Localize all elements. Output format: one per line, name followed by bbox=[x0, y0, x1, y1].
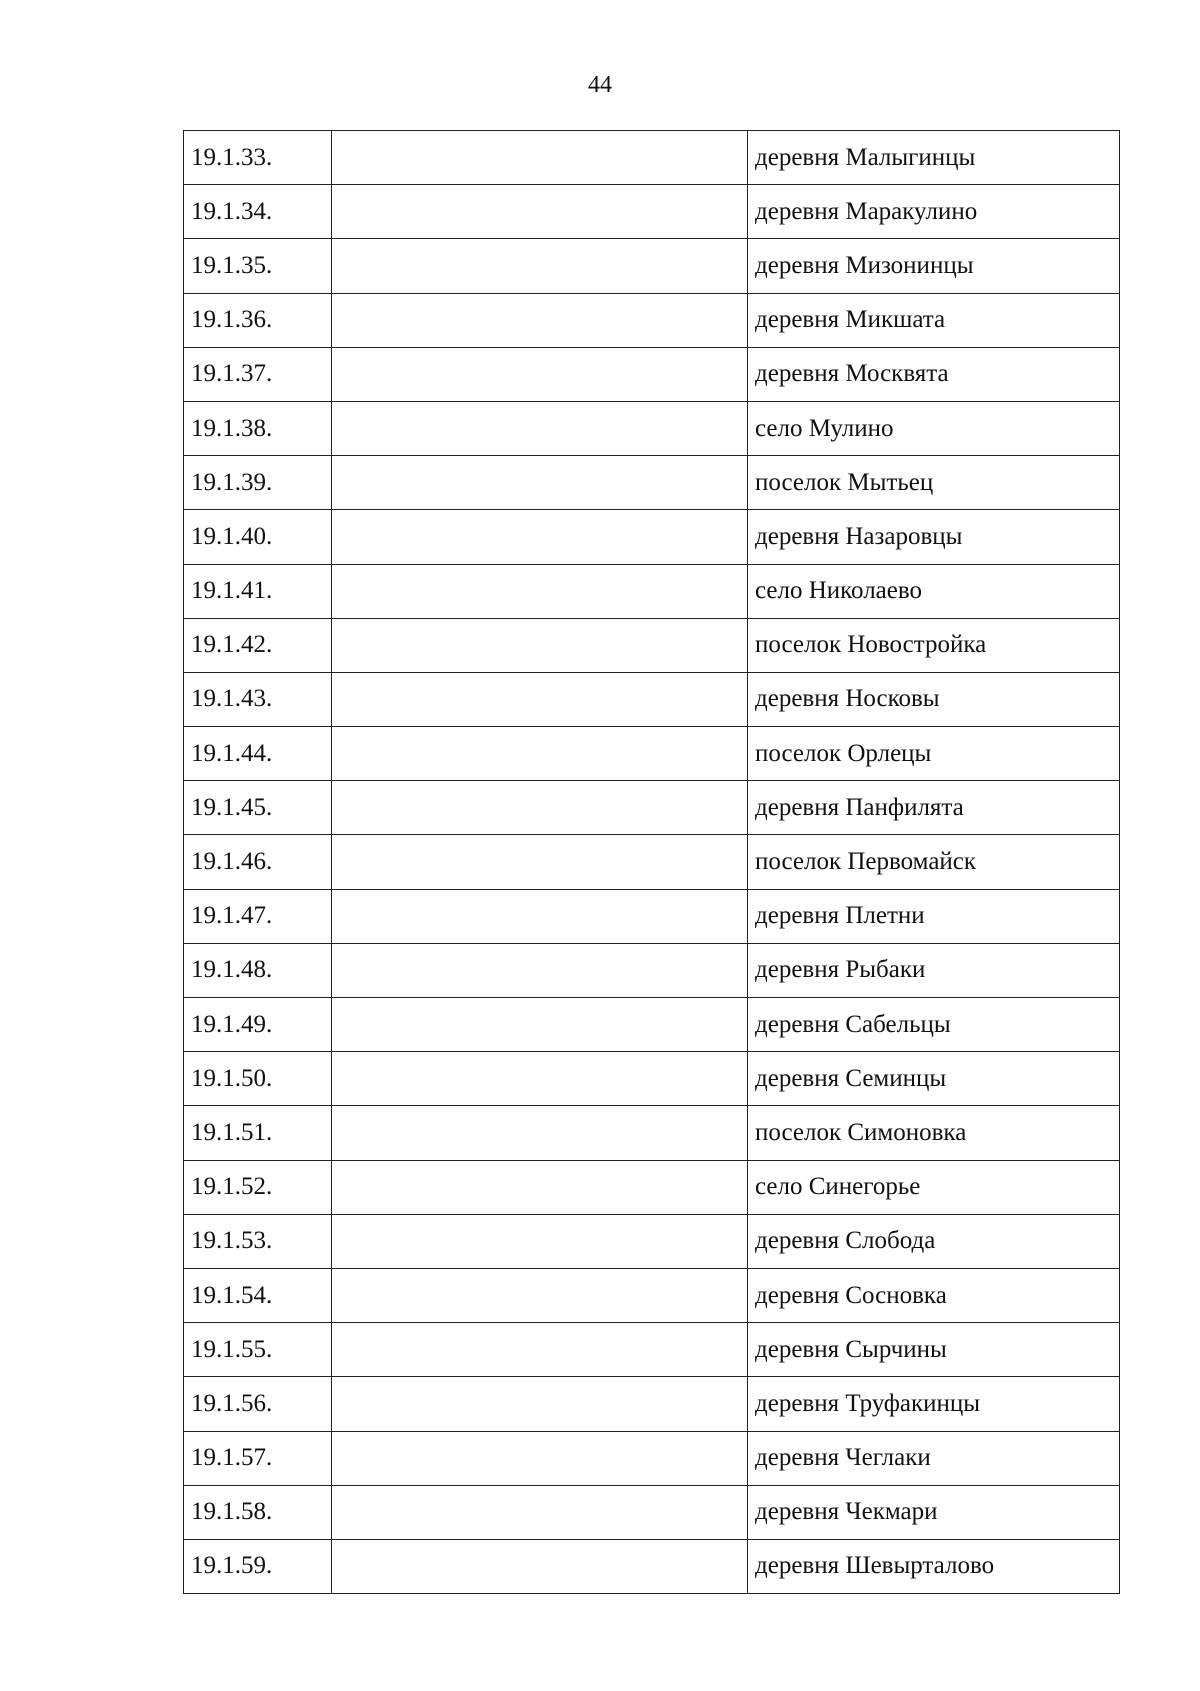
empty-middle-cell bbox=[332, 618, 748, 672]
empty-middle-cell bbox=[332, 1052, 748, 1106]
empty-middle-cell bbox=[332, 889, 748, 943]
row-number-cell: 19.1.34. bbox=[184, 185, 332, 239]
empty-middle-cell bbox=[332, 456, 748, 510]
row-number-cell: 19.1.57. bbox=[184, 1431, 332, 1485]
settlement-name-cell: деревня Мизонинцы bbox=[748, 239, 1120, 293]
empty-middle-cell bbox=[332, 1268, 748, 1322]
table-row bbox=[184, 1106, 1120, 1160]
settlement-name-cell: деревня Труфакинцы bbox=[748, 1377, 1120, 1431]
settlement-name-cell: село Мулино bbox=[748, 401, 1120, 455]
row-number-cell: 19.1.33. bbox=[184, 131, 332, 185]
table-row bbox=[184, 1268, 1120, 1322]
row-number-cell: 19.1.54. bbox=[184, 1268, 332, 1322]
settlement-name-cell: село Николаево bbox=[748, 564, 1120, 618]
settlement-name-cell: деревня Малыгинцы bbox=[748, 131, 1120, 185]
row-number-cell: 19.1.55. bbox=[184, 1323, 332, 1377]
empty-middle-cell bbox=[332, 1539, 748, 1593]
table-row bbox=[184, 889, 1120, 943]
table-row bbox=[184, 1052, 1120, 1106]
row-number-cell: 19.1.43. bbox=[184, 672, 332, 726]
table-row bbox=[184, 1323, 1120, 1377]
table-row bbox=[184, 185, 1120, 239]
table-row bbox=[184, 347, 1120, 401]
table-row bbox=[184, 239, 1120, 293]
settlement-name-cell: село Синегорье bbox=[748, 1160, 1120, 1214]
settlement-name-cell: деревня Носковы bbox=[748, 672, 1120, 726]
table-body bbox=[184, 131, 1120, 1594]
settlement-name-cell: деревня Чеглаки bbox=[748, 1431, 1120, 1485]
empty-middle-cell bbox=[332, 293, 748, 347]
empty-middle-cell bbox=[332, 672, 748, 726]
empty-middle-cell bbox=[332, 1106, 748, 1160]
empty-middle-cell bbox=[332, 239, 748, 293]
row-number-cell: 19.1.46. bbox=[184, 835, 332, 889]
settlement-name-cell: деревня Семинцы bbox=[748, 1052, 1120, 1106]
empty-middle-cell bbox=[332, 401, 748, 455]
empty-middle-cell bbox=[332, 781, 748, 835]
row-number-cell: 19.1.50. bbox=[184, 1052, 332, 1106]
row-number-cell: 19.1.51. bbox=[184, 1106, 332, 1160]
settlement-name-cell: деревня Панфилята bbox=[748, 781, 1120, 835]
row-number-cell: 19.1.35. bbox=[184, 239, 332, 293]
empty-middle-cell bbox=[332, 727, 748, 781]
empty-middle-cell bbox=[332, 1160, 748, 1214]
empty-middle-cell bbox=[332, 1485, 748, 1539]
table-row bbox=[184, 510, 1120, 564]
row-number-cell: 19.1.58. bbox=[184, 1485, 332, 1539]
table-row bbox=[184, 1539, 1120, 1593]
settlement-name-cell: деревня Сосновка bbox=[748, 1268, 1120, 1322]
settlement-name-cell: поселок Орлецы bbox=[748, 727, 1120, 781]
empty-middle-cell bbox=[332, 564, 748, 618]
row-number-cell: 19.1.48. bbox=[184, 943, 332, 997]
table-row bbox=[184, 1160, 1120, 1214]
empty-middle-cell bbox=[332, 1323, 748, 1377]
settlement-name-cell: поселок Симоновка bbox=[748, 1106, 1120, 1160]
empty-middle-cell bbox=[332, 943, 748, 997]
table-row bbox=[184, 781, 1120, 835]
row-number-cell: 19.1.38. bbox=[184, 401, 332, 455]
settlement-name-cell: деревня Назаровцы bbox=[748, 510, 1120, 564]
row-number-cell: 19.1.42. bbox=[184, 618, 332, 672]
settlement-name-cell: деревня Сабельцы bbox=[748, 998, 1120, 1052]
table-row bbox=[184, 835, 1120, 889]
table-row bbox=[184, 618, 1120, 672]
settlement-name-cell: деревня Микшата bbox=[748, 293, 1120, 347]
table-row bbox=[184, 564, 1120, 618]
table-row bbox=[184, 1377, 1120, 1431]
page-number: 44 bbox=[588, 72, 612, 98]
empty-middle-cell bbox=[332, 131, 748, 185]
table-row bbox=[184, 401, 1120, 455]
settlement-name-cell: деревня Москвята bbox=[748, 347, 1120, 401]
settlement-name-cell: деревня Маракулино bbox=[748, 185, 1120, 239]
row-number-cell: 19.1.52. bbox=[184, 1160, 332, 1214]
row-number-cell: 19.1.39. bbox=[184, 456, 332, 510]
table-row bbox=[184, 727, 1120, 781]
settlements-table bbox=[183, 130, 1120, 1594]
settlement-name-cell: деревня Шевырталово bbox=[748, 1539, 1120, 1593]
row-number-cell: 19.1.40. bbox=[184, 510, 332, 564]
empty-middle-cell bbox=[332, 998, 748, 1052]
row-number-cell: 19.1.36. bbox=[184, 293, 332, 347]
table-row bbox=[184, 998, 1120, 1052]
settlement-name-cell: поселок Мытьец bbox=[748, 456, 1120, 510]
row-number-cell: 19.1.59. bbox=[184, 1539, 332, 1593]
table-row bbox=[184, 1485, 1120, 1539]
table-row bbox=[184, 672, 1120, 726]
table-row bbox=[184, 1214, 1120, 1268]
row-number-cell: 19.1.47. bbox=[184, 889, 332, 943]
empty-middle-cell bbox=[332, 1431, 748, 1485]
settlement-name-cell: деревня Плетни bbox=[748, 889, 1120, 943]
settlement-name-cell: деревня Рыбаки bbox=[748, 943, 1120, 997]
row-number-cell: 19.1.44. bbox=[184, 727, 332, 781]
row-number-cell: 19.1.56. bbox=[184, 1377, 332, 1431]
row-number-cell: 19.1.45. bbox=[184, 781, 332, 835]
empty-middle-cell bbox=[332, 510, 748, 564]
table-row bbox=[184, 1431, 1120, 1485]
table-row bbox=[184, 943, 1120, 997]
empty-middle-cell bbox=[332, 347, 748, 401]
settlement-name-cell: поселок Новостройка bbox=[748, 618, 1120, 672]
table-row bbox=[184, 293, 1120, 347]
settlement-name-cell: деревня Чекмари bbox=[748, 1485, 1120, 1539]
table-row bbox=[184, 131, 1120, 185]
row-number-cell: 19.1.49. bbox=[184, 998, 332, 1052]
empty-middle-cell bbox=[332, 1377, 748, 1431]
empty-middle-cell bbox=[332, 1214, 748, 1268]
row-number-cell: 19.1.53. bbox=[184, 1214, 332, 1268]
row-number-cell: 19.1.37. bbox=[184, 347, 332, 401]
settlement-name-cell: деревня Сырчины bbox=[748, 1323, 1120, 1377]
empty-middle-cell bbox=[332, 185, 748, 239]
settlement-name-cell: деревня Слобода bbox=[748, 1214, 1120, 1268]
empty-middle-cell bbox=[332, 835, 748, 889]
settlement-name-cell: поселок Первомайск bbox=[748, 835, 1120, 889]
table-row bbox=[184, 456, 1120, 510]
row-number-cell: 19.1.41. bbox=[184, 564, 332, 618]
